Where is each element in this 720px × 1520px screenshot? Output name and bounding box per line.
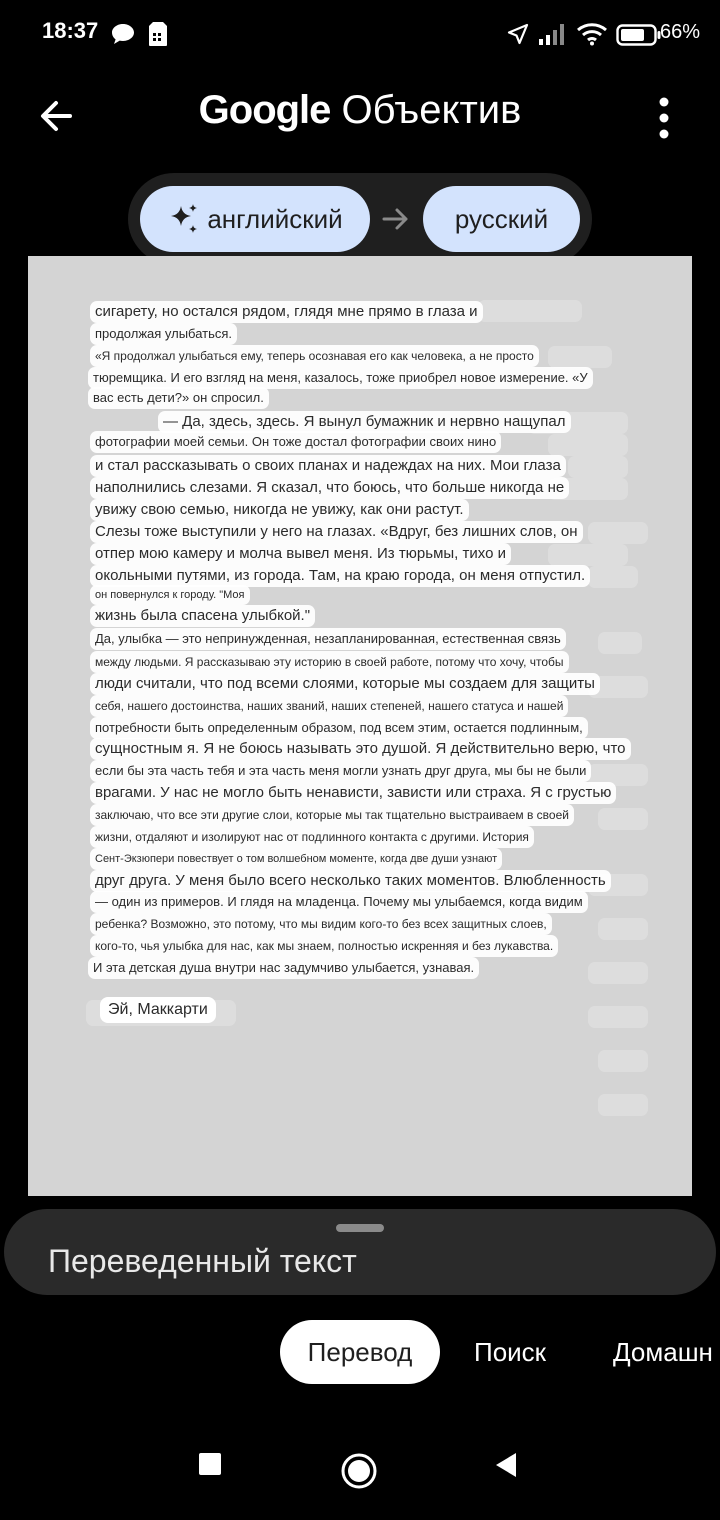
doc-line: тюремщика. И его взгляд на меня, казалось, тоже приобрел новое измерение. «У: [88, 367, 593, 389]
mode-tabs: [0, 1318, 720, 1386]
status-bar: [0, 0, 720, 70]
sheet-title: Переведенный текст: [48, 1243, 357, 1279]
target-language-button[interactable]: [423, 186, 580, 252]
translated-document: [28, 256, 692, 1196]
battery-percent: 66%: [659, 21, 700, 43]
text-ghost: [598, 808, 648, 830]
signature: Эй, Маккарти: [100, 997, 216, 1023]
doc-line: вас есть дети?» он спросил.: [88, 387, 269, 409]
doc-line: Сент-Экзюпери повествует о том волшебном моменте, когда две души узнают: [90, 848, 502, 870]
signal-icon: [538, 22, 566, 46]
doc-line: увижу свою семью, никогда не увижу, как они растут.: [90, 499, 469, 521]
battery-icon: [616, 24, 662, 46]
more-vert-icon[interactable]: [644, 92, 684, 144]
doc-line: жизни, отдаляют и изолируют нас от подлинного контакта с другими. История: [90, 826, 534, 848]
sparkle-icon: [167, 202, 201, 236]
wifi-icon: [576, 22, 608, 46]
brand-google: Google: [198, 88, 331, 132]
doc-line: И эта детская душа внутри нас задумчиво улыбается, узнавая.: [88, 957, 479, 979]
text-ghost: [588, 962, 648, 984]
app-title: [0, 88, 720, 133]
language-selector: [128, 173, 592, 265]
text-ghost: [548, 434, 628, 456]
chat-bubble-icon: [110, 22, 136, 46]
doc-line: друг друга. У меня было всего несколько таких моментов. Влюбленность: [90, 870, 611, 892]
doc-line: и стал рассказывать о своих планах и надеждах на них. Мои глаза: [90, 455, 566, 477]
text-ghost: [588, 566, 638, 588]
doc-line: сущностным я. Я не боюсь называть это душой. Я действительно верю, что: [90, 738, 631, 760]
tab-translate[interactable]: Перевод: [280, 1320, 440, 1384]
doc-line: фотографии моей семьи. Он тоже достал фотографии своих нино: [90, 431, 501, 453]
doc-line: наполнились слезами. Я сказал, что боюсь, что больше никогда не: [90, 477, 569, 499]
doc-line: «Я продолжал улыбаться ему, теперь осознавая его как человека, а не просто: [90, 345, 539, 367]
text-ghost: [598, 1050, 648, 1072]
text-ghost: [588, 522, 648, 544]
home-circle-icon[interactable]: [340, 1452, 378, 1490]
location-arrow-icon: [506, 22, 530, 46]
app-bar: [0, 70, 720, 160]
bottom-sheet[interactable]: [4, 1209, 716, 1295]
doc-line: врагами. У нас не могло быть ненависти, зависти или страха. Я с грустью: [90, 782, 616, 804]
doc-line: — один из примеров. И глядя на младенца. Почему мы улыбаемся, когда видим: [90, 891, 588, 913]
target-language-label: русский: [454, 203, 549, 234]
text-ghost: [548, 346, 612, 368]
doc-line: ребенка? Возможно, это потому, что мы видим кого-то без всех защитных слоев,: [90, 913, 552, 935]
tab-homework[interactable]: Домашн: [613, 1337, 713, 1367]
text-ghost: [598, 1094, 648, 1116]
text-ghost: [568, 456, 628, 478]
doc-line: кого-то, чья улыбка для нас, как мы знаем, полностью искренняя и без лукавства.: [90, 935, 558, 957]
recents-square-icon[interactable]: [196, 1450, 224, 1478]
tab-search[interactable]: Поиск: [474, 1337, 547, 1367]
arrow-right-icon: [380, 203, 412, 235]
sim-icon: [148, 21, 168, 47]
doc-line: заключаю, что все эти другие слои, которые мы так тщательно выстраиваем в своей: [90, 804, 574, 826]
doc-line: — Да, здесь, здесь. Я вынул бумажник и нервно нащупал: [158, 411, 571, 433]
doc-line: между людьми. Я рассказываю эту историю в своей работе, потому что хочу, чтобы: [90, 651, 569, 673]
text-ghost: [588, 1006, 648, 1028]
doc-line: себя, нашего достоинства, наших званий, наших степеней, нашего статуса и нашей: [90, 695, 568, 717]
back-triangle-icon[interactable]: [492, 1450, 520, 1480]
doc-line: он повернулся к городу. "Моя: [90, 585, 250, 605]
doc-line: продолжая улыбаться.: [90, 323, 237, 345]
doc-line: если бы эта часть тебя и эта часть меня могли узнать друг друга, мы бы не были: [90, 760, 591, 782]
sheet-drag-handle[interactable]: [336, 1224, 384, 1232]
doc-line: Да, улыбка — это непринужденная, незапланированная, естественная связь: [90, 628, 566, 650]
status-time: 18:37: [42, 18, 99, 43]
doc-line: Слезы тоже выступили у него на глазах. «Вдруг, без лишних слов, он: [90, 521, 583, 543]
doc-line: отпер мою камеру и молча вывел меня. Из тюрьмы, тихо и: [90, 543, 511, 565]
app-name: Объектив: [341, 88, 522, 132]
doc-line: жизнь была спасена улыбкой.": [90, 605, 315, 627]
doc-line: потребности быть определенным образом, под всем этим, остается подлинным,: [90, 717, 588, 739]
doc-line: сигарету, но остался рядом, глядя мне прямо в глаза и: [90, 301, 483, 323]
text-ghost: [548, 544, 628, 566]
system-nav-bar: [0, 1430, 720, 1520]
source-language-button[interactable]: [140, 186, 370, 252]
text-ghost: [598, 918, 648, 940]
text-ghost: [598, 632, 642, 654]
source-language-label: английский: [207, 203, 343, 234]
doc-line: люди считали, что под всеми слоями, которые мы создаем для защиты: [90, 673, 600, 695]
doc-line: окольными путями, из города. Там, на краю города, он меня отпустил.: [90, 565, 590, 587]
text-ghost: [478, 300, 582, 322]
